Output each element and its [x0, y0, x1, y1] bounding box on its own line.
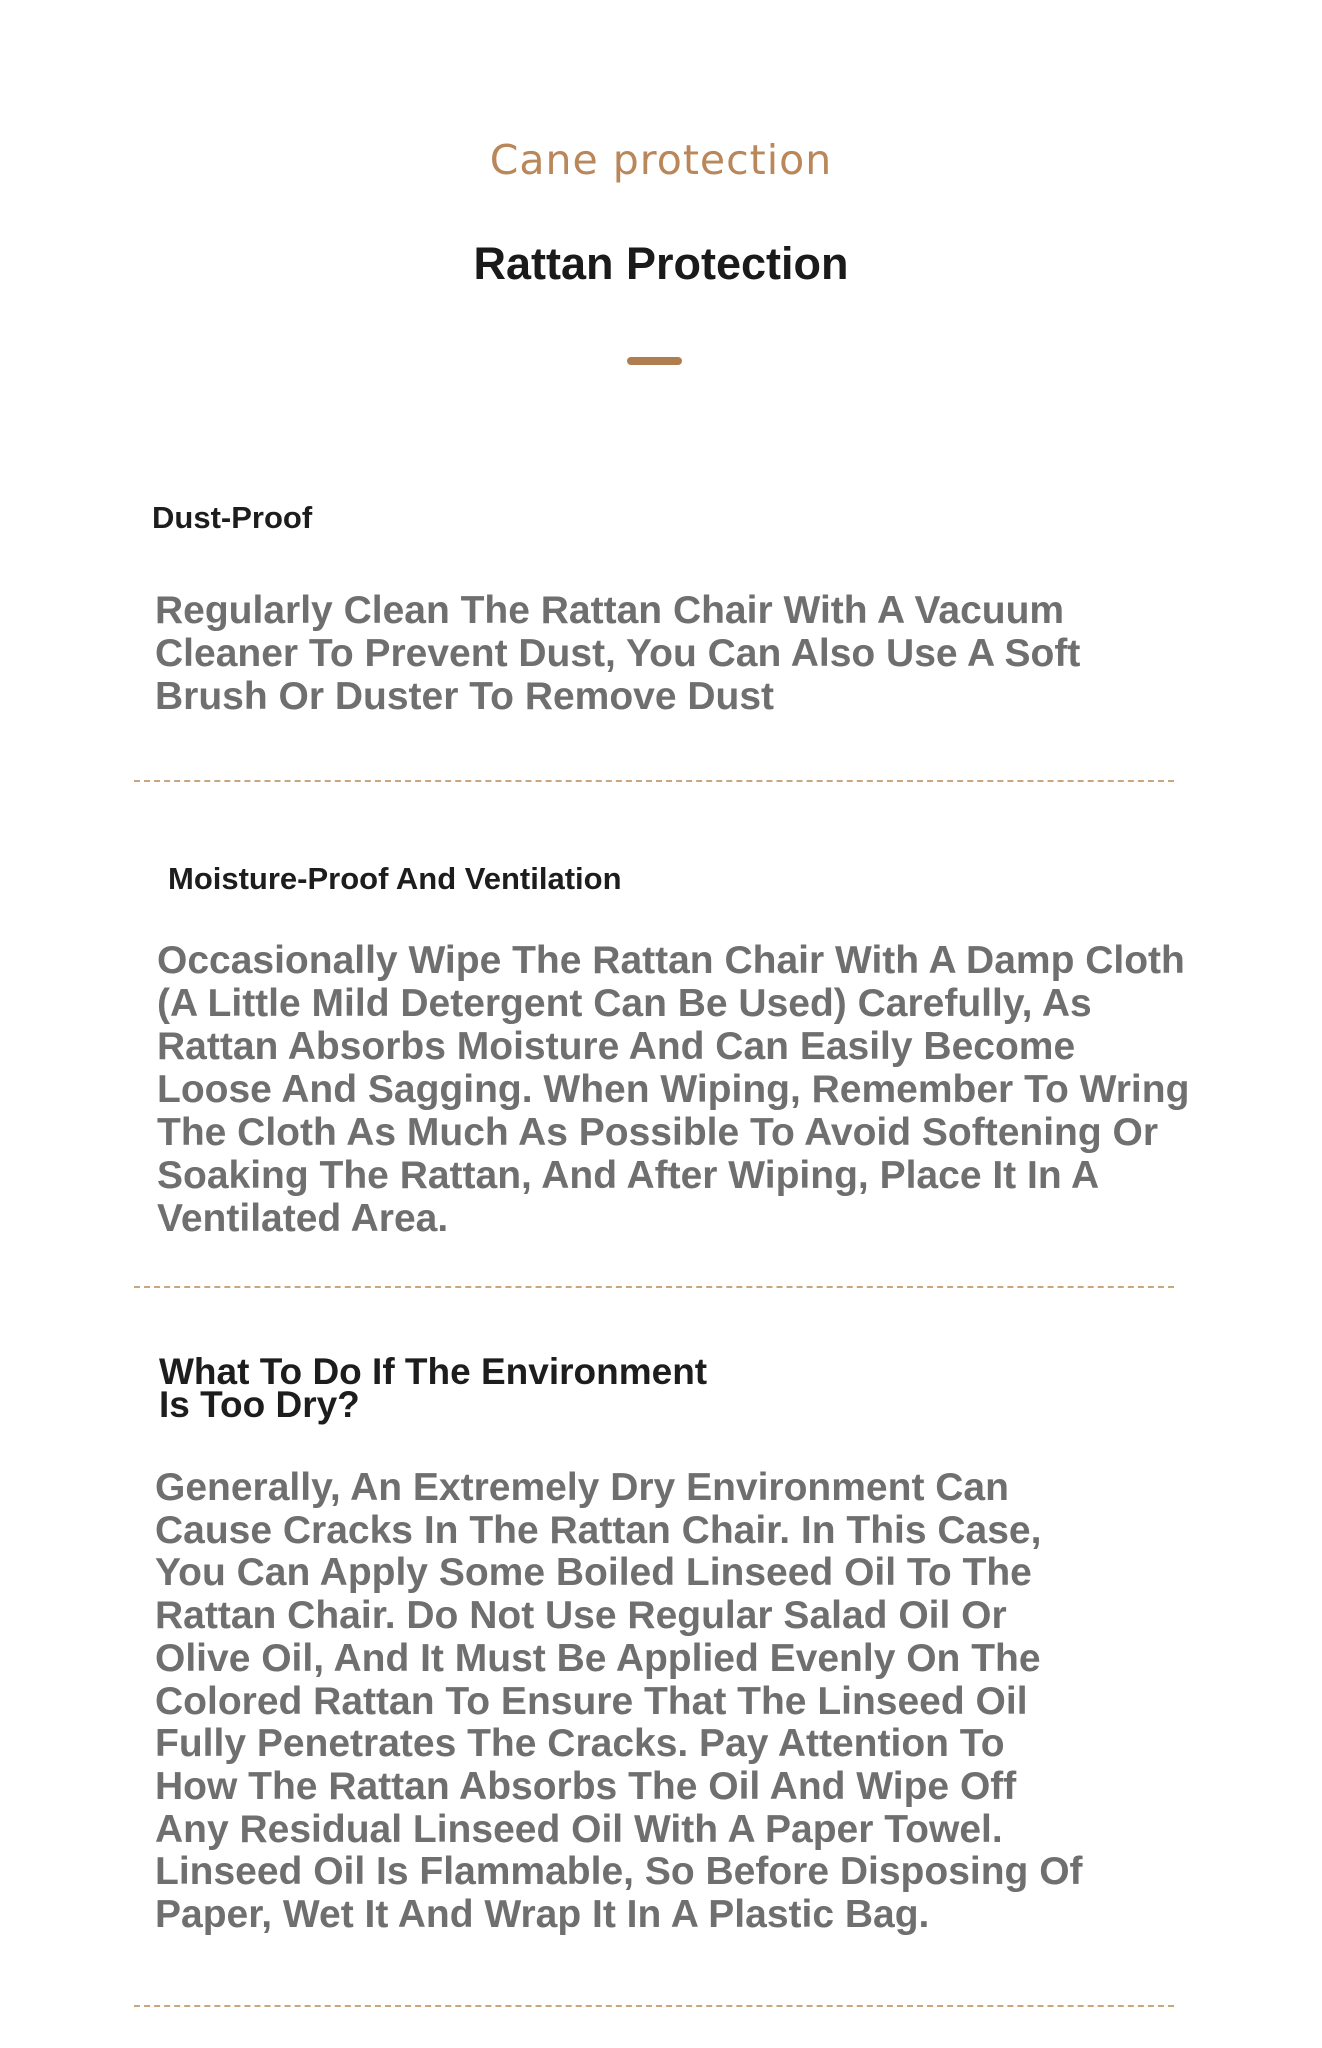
dry-environment-heading: What To Do If The Environment Is Too Dry?	[159, 1351, 708, 1425]
dust-proof-heading: Dust-Proof	[152, 500, 313, 535]
section-divider	[134, 1286, 1174, 1288]
moisture-proof-text: Occasionally Wipe The Rattan Chair With A Damp Cloth (A Little Mild Detergent Can Be Used) Carefully, As Rattan Absorbs Moisture And Can Easily Become Loose And Sagging. When Wiping, Remember To Wring The Cloth As Much As Possible To Avoid Softening Or Soaking The Rattan, And After Wiping, Place It In A Ventilated Area.	[157, 939, 1190, 1240]
dry-environment-text: Generally, An Extremely Dry Environment Can Cause Cracks In The Rattan Chair. In This Case, You Can Apply Some Boiled Linseed Oil To The Rattan Chair. Do Not Use Regular Salad Oil Or Olive Oil, And It Must Be Applied Evenly On The Colored Rattan To Ensure That The Linseed Oil Fully Penetrates The Cracks. Pay Attention To How The Rattan Absorbs The Oil And Wipe Off Any Residual Linseed Oil With A Paper Towel. Linseed Oil Is Flammable, So Before Disposing Of Paper, Wet It And Wrap It In A Plastic Bag.	[155, 1466, 1083, 1937]
section-divider	[134, 780, 1174, 782]
page-title: Rattan Protection	[473, 238, 849, 289]
title-accent-bar	[627, 357, 682, 365]
section-divider	[134, 2005, 1174, 2007]
moisture-proof-heading: Moisture-Proof And Ventilation	[168, 861, 622, 896]
section-subtitle: Cane protection	[489, 136, 833, 184]
dust-proof-text: Regularly Clean The Rattan Chair With A Vacuum Cleaner To Prevent Dust, You Can Also Use A Soft Brush Or Duster To Remove Dust	[155, 589, 1081, 718]
